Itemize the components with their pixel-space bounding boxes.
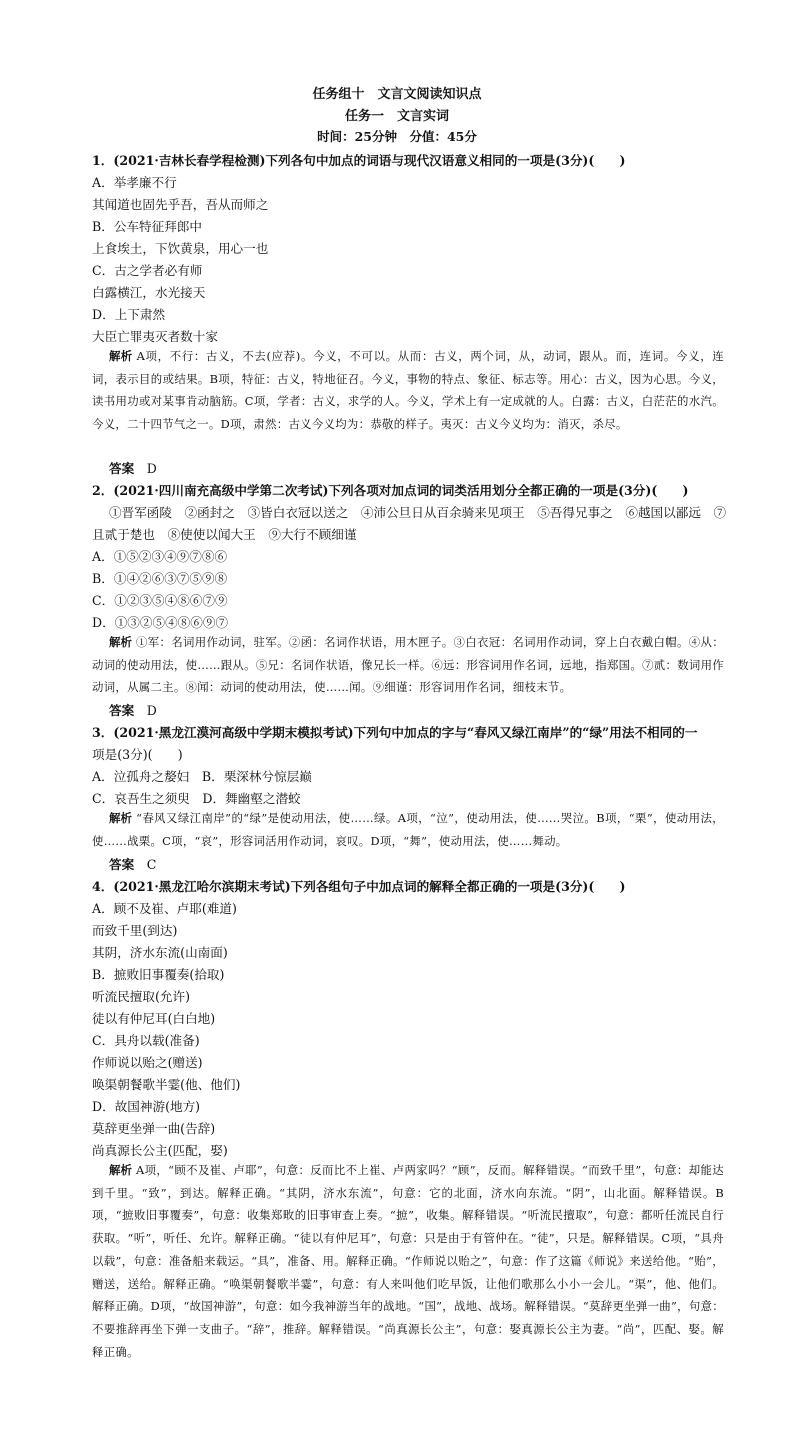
q3-options-cd: C．哀吾生之须臾 D．舞幽壑之潜蛟 xyxy=(92,791,301,806)
analysis-label: 解析 xyxy=(109,811,133,825)
section-title: 任务组十 文言文阅读知识点 xyxy=(312,87,482,102)
q3-answer-value: C xyxy=(146,857,157,872)
q2-answer-value: D xyxy=(146,703,157,718)
q4-analysis-text: A项，“顾不及崔、卢耶”，句意：反而比不上崔、卢两家吗？“顾”，反而。解释错误。“而致千里”，句意：却能达到千里。“致”，到达。解释正确。“其阴，济水东流”，句意：它的北面，济水向东流。“阴”，山北面。解释错误。B项，“摭败旧事覆奏”，句意：收集郑畋的旧事审查上奏。“摭”，收集。解释错误。“听流民擅取”，句意：都听任流民自行获取。“听”，听任、允许。解释正确。“徒以有仲尼耳”，句意：只是由于有管仲在。“徒”，只是。解释错误。C项，“具舟以载”，句意：准备船来载运。“具”，准备、用。解释正确。“作师说以贻之”，句意：作了这篇《师说》来送给他。“贻”，赠送，送给。解释正确。“唤渠朝餐歌半霎”，句意：有人来叫他们吃早饭，让他们歌那么小小一会儿。“渠”，他、他们。解释正确。D项，“故国神游”，句意：如今我神游当年的战地。“国”，战地、战场。解释错误。“莫辞更坐弹一曲”，句意：不要推辞再坐下弹一支曲子。“辞”，推辞。解释错误。“尚真源长公主”，句意：娶真源长公主为妻。“尚”，匹配、娶。解释正确。 xyxy=(92,1163,724,1359)
q4-analysis xyxy=(92,1159,724,1363)
q2-analysis-text: ①军：名词用作动词，驻军。②函：名词作状语，用木匣子。③白衣冠：名词用作动词，穿上白衣戴白帽。④从：动词的使动用法，使……跟从。⑤兄：名词作状语，像兄长一样。⑥远：形容词用作名词，远地，指郑国。⑦贰：数词用作动词，从属二主。⑧闻：动词的使动用法，使……闻。⑨细谨：形容词用作名词，细枝末节。 xyxy=(92,635,724,695)
q4-option-c-line1: C．具舟以载(准备) xyxy=(92,1033,200,1048)
q4-option-a-line1: A．顾不及崔、卢耶(难道) xyxy=(92,901,237,916)
question-2-stem: 2．(2021·四川南充高级中学第二次考试)下列各项对加点词的词类活用划分全都正确的一项是(3分)( ) xyxy=(92,483,689,498)
answer-label: 答案 xyxy=(109,703,135,718)
q1-option-c-line1: C．古之学者必有师 xyxy=(92,263,203,278)
q3-answer xyxy=(109,854,156,873)
q2-option-b: B．①④②⑥③⑦⑤⑨⑧ xyxy=(92,571,228,586)
q2-analysis xyxy=(92,631,724,699)
q2-items-line2: 且贰于楚也 ⑧使使以闻大王 ⑨大行不顾细谨 xyxy=(92,527,357,542)
analysis-label: 解析 xyxy=(109,1163,132,1177)
q3-analysis xyxy=(92,807,724,852)
q1-option-a-line1: A．举孝廉不行 xyxy=(92,175,177,190)
question-1-stem: 1．(2021·吉林长春学程检测)下列各句中加点的词语与现代汉语意义相同的一项是(3分)( ) xyxy=(92,153,626,168)
answer-label: 答案 xyxy=(109,857,135,872)
q1-answer xyxy=(109,458,157,477)
q3-options-ab: A．泣孤舟之嫠妇 B．栗深林兮惊层巅 xyxy=(92,769,312,784)
q1-option-d-line1: D．上下肃然 xyxy=(92,307,166,322)
q3-analysis-text: “春风又绿江南岸”的“绿”是使动用法，使……绿。A项，“泣”，使动用法，使……哭泣。B项，“栗”，使动用法，使……战栗。C项，“哀”，形容词活用作动词，哀叹。D项，“舞”，使动用法，使……舞动。 xyxy=(92,811,724,848)
q1-option-c-line2: 白露横江，水光接天 xyxy=(92,285,206,300)
question-4-stem: 4．(2021·黑龙江哈尔滨期末考试)下列各组句子中加点词的解释全都正确的一项是(3分)( ) xyxy=(92,879,626,894)
question-3-stem-line1: 3．(2021·黑龙江漠河高级中学期末模拟考试)下列句中加点的字与“春风又绿江南岸”的“绿”用法不相同的一 xyxy=(92,725,698,740)
q4-option-c-line2: 作师说以贻之(赠送) xyxy=(92,1055,203,1070)
q1-option-b-line2: 上食埃土，下饮黄泉，用心一也 xyxy=(92,241,269,256)
q2-option-a: A．①⑤②③④⑨⑦⑧⑥ xyxy=(92,549,228,564)
question-3-stem-line2: 项是(3分)( ) xyxy=(92,747,183,762)
task-title: 任务一 文言实词 xyxy=(344,109,449,124)
q2-answer xyxy=(109,700,157,719)
q4-option-b-line3: 徒以有仲尼耳(白白地) xyxy=(92,1011,216,1026)
analysis-label: 解析 xyxy=(109,635,132,649)
q1-option-b-line1: B．公车特征拜郎中 xyxy=(92,219,203,234)
q4-option-d-line2: 莫辞更坐弹一曲(告辞) xyxy=(92,1121,216,1136)
q2-option-c: C．①②③⑤④⑧⑥⑦⑨ xyxy=(92,593,228,608)
answer-label: 答案 xyxy=(109,461,135,476)
q4-option-a-line3: 其阴，济水东流(山南面) xyxy=(92,945,228,960)
q1-option-a-line2: 其闻道也固先乎吾，吾从而师之 xyxy=(92,197,269,212)
q4-option-b-line1: B．摭败旧事覆奏(拾取) xyxy=(92,967,225,982)
time-score-info: 时间：25分钟 分值：45分 xyxy=(317,129,477,144)
q1-answer-value: D xyxy=(146,461,157,476)
q4-option-d-line3: 尚真源长公主(匹配，娶) xyxy=(92,1143,228,1158)
q1-analysis xyxy=(92,345,724,436)
q2-option-d: D．①③②⑤④⑧⑥⑨⑦ xyxy=(92,615,229,630)
q1-analysis-text: A项，不行：古义，不去(应荐)。今义，不可以。从而：古义，两个词，从，动词，跟从。而，连词。今义，连词，表示目的或结果。B项，特征：古义，特地征召。今义，事物的特点、象征、标志等。用心：古义，因为心思。今义，读书用功或对某事肯动脑筋。C项，学者：古义，求学的人。今义，学术上有一定成就的人。白露：古义，白茫茫的水汽。今义，二十四节气之一。D项，肃然：古义今义均为：恭敬的样子。夷灭：古义今义均为：消灭，杀尽。 xyxy=(92,349,724,432)
q2-items-line1: ①晋军函陵 ②函封之 ③皆白衣冠以送之 ④沛公旦日从百余骑来见项王 ⑤吾得兄事之 ⑥越国以鄙远 ⑦ xyxy=(109,505,727,520)
q4-option-d-line1: D．故国神游(地方) xyxy=(92,1099,201,1114)
q1-option-d-line2: 大臣亡罪夷灭者数十家 xyxy=(92,329,218,344)
q4-option-c-line3: 唤渠朝餐歌半霎(他、他们) xyxy=(92,1077,241,1092)
analysis-label: 解析 xyxy=(109,349,133,363)
q4-option-b-line2: 听流民擅取(允许) xyxy=(92,989,190,1004)
q4-option-a-line2: 而致千里(到达) xyxy=(92,923,178,938)
